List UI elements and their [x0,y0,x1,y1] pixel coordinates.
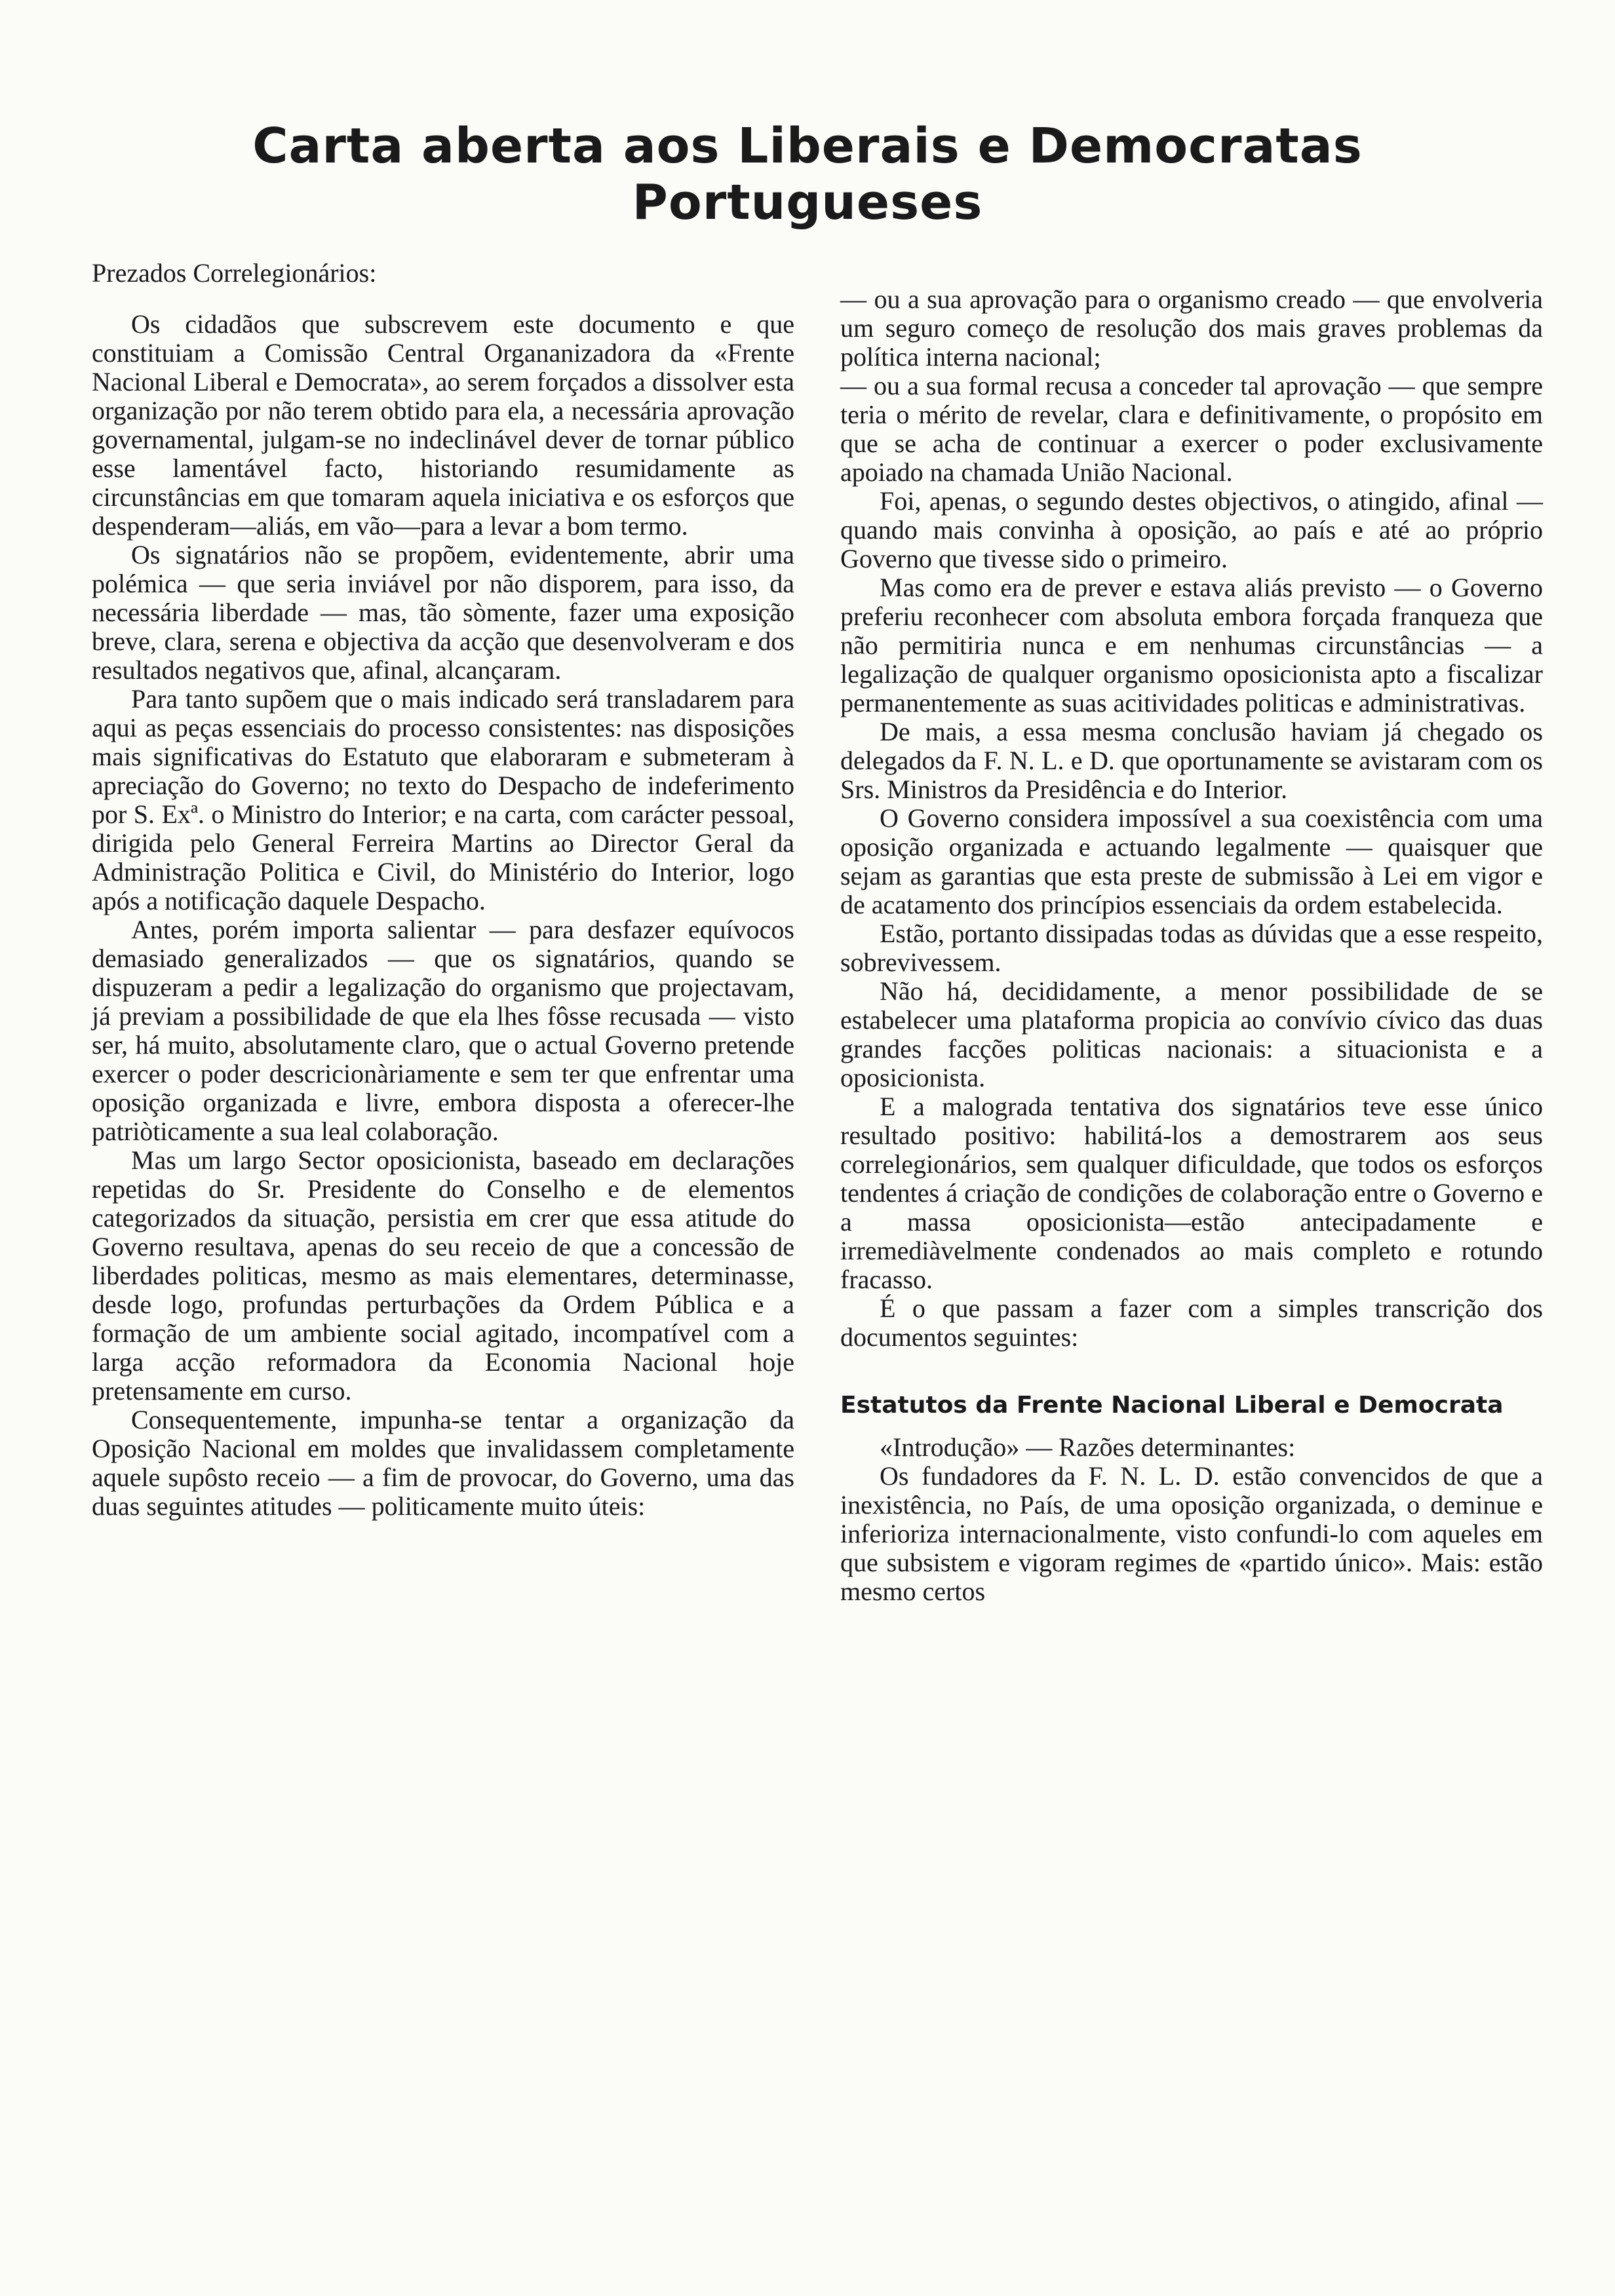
page-title: Carta aberta aos Liberais e Democratas Portugueses [252,118,1363,231]
paragraph: Não há, decididamente, a menor possibilidade de se estabelecer uma plataforma propicia ao convívio cívico das duas grandes facções politicas nacionais: a situacionista e a oposicionista. [840,976,1543,1092]
paragraph: Mas um largo Sector oposicionista, baseado em declarações repetidas do Sr. Presidente do Conselho e de elementos categorizados da situação, persistia em crer que essa atitude do Governo resultava, apenas do seu receio de que a concessão de liberdades politicas, mesmo as mais elementares, determinasse, desde logo, profundas perturbações da Ordem Pública e a formação de um ambiente social agitado, incompatível com a larga acção reformadora da Economia Nacional hoje pretensamente em curso. [92,1145,794,1406]
paragraph: — ou a sua formal recusa a conceder tal aprovação — que sempre teria o mérito de revelar, clara e definitivamente, o propósito em que se acha de continuar a exercer o poder exclusivamente apoiado na chamada União Nacional. [840,371,1543,487]
paragraph: Os cidadãos que subscrevem este documento e que constituiam a Comissão Central Organanizadora da «Frente Nacional Liberal e Democrata», ao serem forçados a dissolver esta organização por não terem obtido para ela, a necessária aprovação governamental, julgam-se no indeclinável dever de tornar público esse lamentável facto, historiando resumidamente as circunstâncias em que tomaram aquela iniciativa e os esforços que despenderam—aliás, em vão—para a levar a bom termo. [92,309,794,541]
paragraph: — ou a sua aprovação para o organismo creado — que envolveria um seguro começo de resolução dos mais graves problemas da política interna nacional; [840,284,1543,372]
paragraph: Foi, apenas, o segundo destes objectivos, o atingido, afinal — quando mais convinha à oposição, ao país e até ao próprio Governo que tivesse sido o primeiro. [840,486,1543,573]
paragraph: Antes, porém importa salientar — para desfazer equívocos demasiado generalizados — que os signatários, quando se dispuzeram a pedir a legalização do organismo que projectavam, já previam a possibilidade de que ela lhes fôsse recusada — visto ser, há muito, absolutamente claro, que o actual Governo pretende exercer o poder descricionàriamente e sem ter que enfrentar uma oposição organizada e livre, embora disposta a oferecer-lhe patriòticamente a sua leal colaboração. [92,915,794,1146]
paragraph: Estão, portanto dissipadas todas as dúvidas que a esse respeito, sobrevivessem. [840,919,1543,977]
intro-label: «Introdução» — Razões determinantes: [880,1432,1296,1462]
paragraph: O Governo considera impossível a sua coexistência com uma oposição organizada e actuando legalmente — quaisquer que sejam as garantias que esta preste de submissão à Lei em vigor e de acatamento dos princípios essenciais da ordem estabelecida. [840,803,1543,919]
salutation: Prezados Correlegionários: [92,258,377,288]
paragraph: Os fundadores da F. N. L. D. estão convencidos de que a inexistência, no País, de uma oposição organizada, o deminue e inferioriza internacionalmente, visto confundi-lo com aqueles em que subsistem e vigoram regimes de «partido único». Mais: estão mesmo certos [840,1461,1543,1606]
right-column [840,285,1543,1606]
paragraph: De mais, a essa mesma conclusão haviam já chegado os delegados da F. N. L. e D. que oportunamente se avistaram com os Srs. Ministros da Presidência e do Interior. [840,717,1543,804]
paragraph: Os signatários não se propõem, evidentemente, abrir uma polémica — que seria inviável por não disporem, para isso, da necessária liberdade — mas, tão sòmente, fazer uma exposição breve, clara, serena e objectiva da acção que desenvolveram e dos resultados negativos que, afinal, alcançaram. [92,540,794,685]
section-heading: Estatutos da Frente Nacional Liberal e Democrata [840,1392,1504,1419]
paragraph: Mas como era de prever e estava aliás previsto — o Governo preferiu reconhecer com absoluta embora forçada franqueza que não permitiria nunca e em nenhumas circunstâncias — a legalização de qualquer organismo oposicionista apto a fiscalizar permanentemente as suas acitividades politicas e administrativas. [840,573,1543,718]
left-column [92,259,794,1521]
paragraph: Consequentemente, impunha-se tentar a organização da Oposição Nacional em moldes que invalidassem completamente aquele supôsto receio — a fim de provocar, do Governo, uma das duas seguintes atitudes — politicamente muito úteis: [92,1405,794,1521]
paragraph: Para tanto supõem que o mais indicado será transladarem para aqui as peças essenciais do processo consistentes: nas disposições mais significativas do Estatuto que elaboraram e submeteram à apreciação do Governo; no texto do Despacho de indeferimento por S. Exª. o Ministro do Interior; e na carta, com carácter pessoal, dirigida pelo General Ferreira Martins ao Director Geral da Administração Politica e Civil, do Ministério do Interior, logo após a notificação daquele Despacho. [92,684,794,915]
paragraph: E a malograda tentativa dos signatários teve esse único resultado positivo: habilitá-los a demostrarem aos seus correlegionários, sem qualquer dificuldade, que todos os esforços tendentes á criação de condições de colaboração entre o Governo e a massa oposicionista—estão antecipadamente e irremediàvelmente condenados ao mais completo e rotundo fracasso. [840,1092,1543,1294]
paragraph: É o que passam a fazer com a simples transcrição dos documentos seguintes: [840,1293,1543,1352]
